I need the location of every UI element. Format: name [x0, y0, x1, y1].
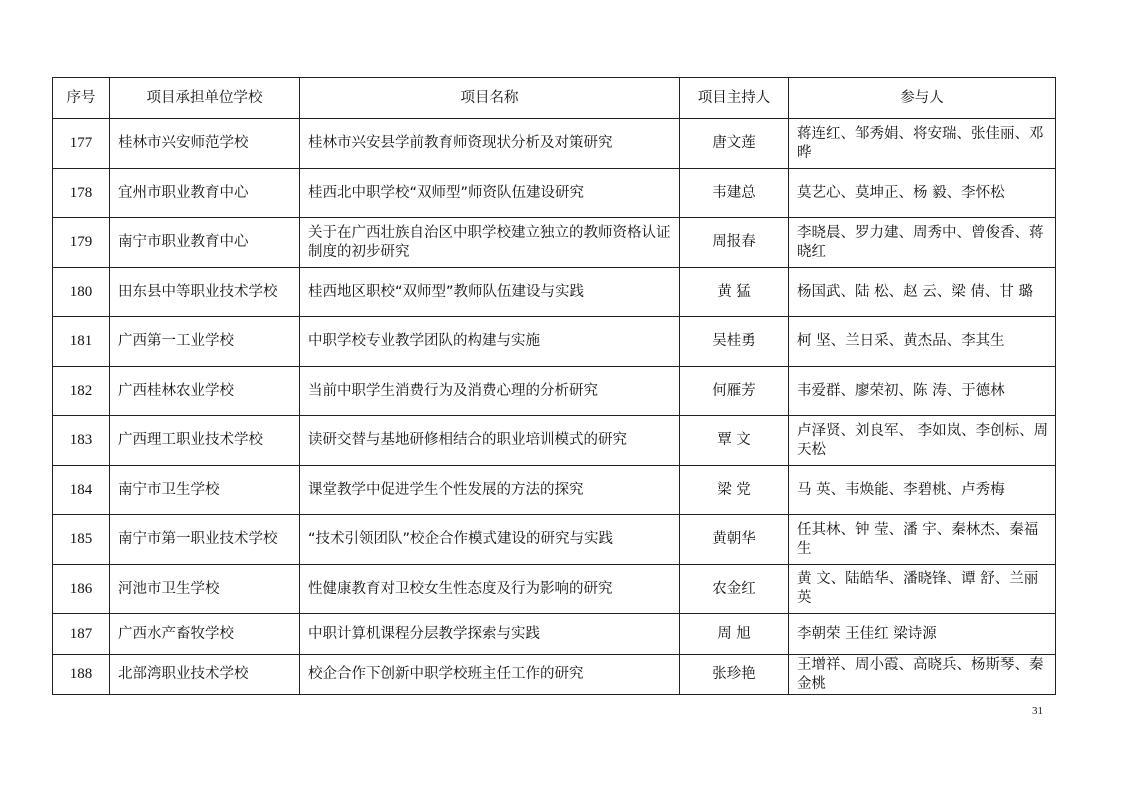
participants-cell: 任其林、钟 莹、潘 宇、秦林杰、秦福生	[789, 515, 1056, 565]
project-cell: 桂林市兴安县学前教育师资现状分析及对策研究	[300, 119, 680, 169]
project-cell: 校企合作下创新中职学校班主任工作的研究	[300, 655, 680, 695]
row-number: 179	[53, 218, 110, 268]
table-row	[53, 614, 1056, 655]
unit-cell: 广西第一工业学校	[110, 317, 300, 367]
project-cell: 桂西北中职学校“双师型”师资队伍建设研究	[300, 169, 680, 218]
table-body	[53, 119, 1056, 695]
table-row	[53, 466, 1056, 515]
unit-cell: 南宁市第一职业技术学校	[110, 515, 300, 565]
page-number: 31	[1032, 705, 1043, 717]
project-cell: 关于在广西壮族自治区中职学校建立独立的教师资格认证制度的初步研究	[300, 218, 680, 268]
unit-cell: 广西桂林农业学校	[110, 367, 300, 416]
row-number: 182	[53, 367, 110, 416]
participants-cell: 蒋连红、邹秀娟、将安瑞、张佳丽、邓 晔	[789, 119, 1056, 169]
unit-cell: 宜州市职业教育中心	[110, 169, 300, 218]
unit-cell: 桂林市兴安师范学校	[110, 119, 300, 169]
host-cell: 梁 党	[680, 466, 789, 515]
row-number: 184	[53, 466, 110, 515]
participants-cell: 莫艺心、莫坤正、杨 毅、李怀松	[789, 169, 1056, 218]
projects-table	[52, 77, 1056, 695]
host-cell: 唐文莲	[680, 119, 789, 169]
project-cell: 课堂教学中促进学生个性发展的方法的探究	[300, 466, 680, 515]
project-cell: 当前中职学生消费行为及消费心理的分析研究	[300, 367, 680, 416]
table-row	[53, 218, 1056, 268]
table-row	[53, 565, 1056, 614]
host-cell: 覃 文	[680, 416, 789, 466]
table-row	[53, 119, 1056, 169]
table-row	[53, 169, 1056, 218]
row-number: 183	[53, 416, 110, 466]
host-cell: 周报春	[680, 218, 789, 268]
header-participants: 参与人	[789, 78, 1056, 119]
project-cell: 桂西地区职校“双师型”教师队伍建设与实践	[300, 268, 680, 317]
project-cell: 性健康教育对卫校女生性态度及行为影响的研究	[300, 565, 680, 614]
host-cell: 吴桂勇	[680, 317, 789, 367]
participants-cell: 柯 坚、兰日采、黄杰品、李其生	[789, 317, 1056, 367]
participants-cell: 李晓晨、罗力建、周秀中、曾俊香、蒋晓红	[789, 218, 1056, 268]
header-row	[53, 78, 1056, 119]
row-number: 177	[53, 119, 110, 169]
table-row	[53, 416, 1056, 466]
unit-cell: 南宁市职业教育中心	[110, 218, 300, 268]
project-cell: 读研交替与基地研修相结合的职业培训模式的研究	[300, 416, 680, 466]
participants-cell: 卢泽贤、刘良军、 李如岚、李创标、周天松	[789, 416, 1056, 466]
project-cell: “技术引领团队”校企合作模式建设的研究与实践	[300, 515, 680, 565]
participants-cell: 马 英、韦焕能、李碧桃、卢秀梅	[789, 466, 1056, 515]
table-row	[53, 515, 1056, 565]
host-cell: 黄朝华	[680, 515, 789, 565]
project-cell: 中职学校专业教学团队的构建与实施	[300, 317, 680, 367]
participants-cell: 王增祥、周小霞、高晓兵、杨斯琴、秦金桃	[789, 655, 1056, 695]
row-number: 186	[53, 565, 110, 614]
unit-cell: 广西理工职业技术学校	[110, 416, 300, 466]
table-row	[53, 655, 1056, 695]
participants-cell: 杨国武、陆 松、赵 云、梁 倩、甘 璐	[789, 268, 1056, 317]
row-number: 178	[53, 169, 110, 218]
table-row	[53, 317, 1056, 367]
unit-cell: 北部湾职业技术学校	[110, 655, 300, 695]
row-number: 185	[53, 515, 110, 565]
project-cell: 中职计算机课程分层教学探索与实践	[300, 614, 680, 655]
host-cell: 张珍艳	[680, 655, 789, 695]
host-cell: 黄 猛	[680, 268, 789, 317]
header-no: 序号	[53, 78, 110, 119]
row-number: 188	[53, 655, 110, 695]
header-project: 项目名称	[300, 78, 680, 119]
table-row	[53, 268, 1056, 317]
unit-cell: 河池市卫生学校	[110, 565, 300, 614]
row-number: 181	[53, 317, 110, 367]
row-number: 187	[53, 614, 110, 655]
participants-cell: 黄 文、陆皓华、潘晓锋、谭 舒、兰丽英	[789, 565, 1056, 614]
host-cell: 韦建总	[680, 169, 789, 218]
unit-cell: 南宁市卫生学校	[110, 466, 300, 515]
host-cell: 周 旭	[680, 614, 789, 655]
host-cell: 何雁芳	[680, 367, 789, 416]
unit-cell: 广西水产畜牧学校	[110, 614, 300, 655]
header-unit: 项目承担单位学校	[110, 78, 300, 119]
host-cell: 农金红	[680, 565, 789, 614]
participants-cell: 李朝荣 王佳红 梁诗源	[789, 614, 1056, 655]
row-number: 180	[53, 268, 110, 317]
unit-cell: 田东县中等职业技术学校	[110, 268, 300, 317]
header-host: 项目主持人	[680, 78, 789, 119]
table-row	[53, 367, 1056, 416]
participants-cell: 韦爱群、廖荣初、陈 涛、于德林	[789, 367, 1056, 416]
